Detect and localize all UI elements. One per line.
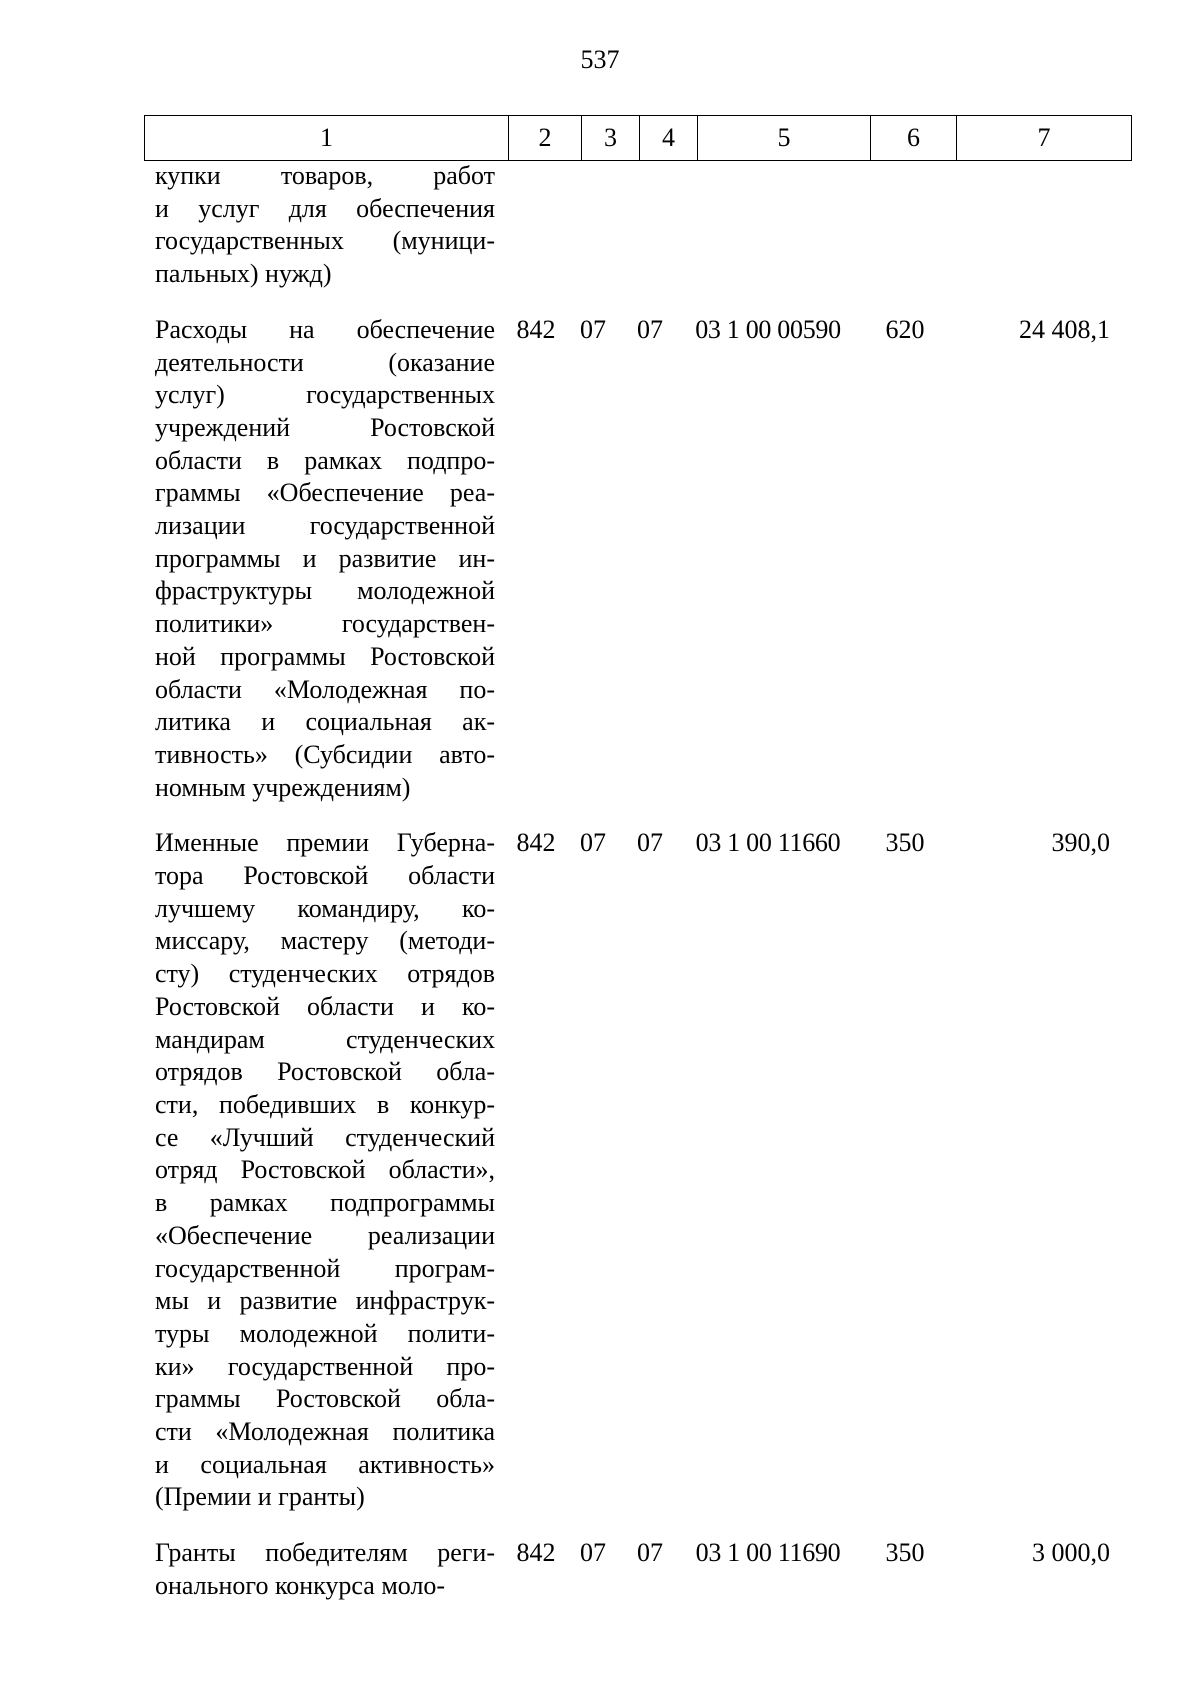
description-line: се «Лучший студенческий xyxy=(155,1122,495,1152)
description-line: граммы «Обеспечение реа- xyxy=(155,478,495,508)
row-cell-c5: 03 1 00 11690 xyxy=(695,1538,841,1568)
description-line: мандирам студенческих xyxy=(155,1024,495,1054)
table-body xyxy=(144,160,1120,1603)
header-col-1: 1 xyxy=(145,116,509,161)
description-line: отряд Ростовской области», xyxy=(155,1155,495,1185)
description-line: государственных (муници- xyxy=(155,226,495,256)
row-cell-c4: 07 xyxy=(637,1538,663,1568)
row-gap xyxy=(144,291,1120,314)
description-line: туры молодежной полити- xyxy=(155,1318,495,1348)
row-cell-c3: 07 xyxy=(580,828,606,858)
row-description xyxy=(144,314,495,805)
row-cell-c7: 3 000,0 xyxy=(1032,1538,1110,1568)
description-line: услуг) государственных xyxy=(155,380,495,410)
page-number: 537 xyxy=(580,45,620,74)
row-cell-c3: 07 xyxy=(580,314,606,344)
description-line: Ростовской области и ко- xyxy=(155,991,495,1021)
description-line: в рамках подпрограммы xyxy=(155,1188,495,1218)
description-line: учреждений Ростовской xyxy=(155,412,495,442)
row-cell-c6: 620 xyxy=(885,314,925,344)
header-col-3: 3 xyxy=(582,116,640,161)
row-cell-c2: 842 xyxy=(516,828,556,858)
row-description xyxy=(144,160,495,291)
row-description xyxy=(144,1537,495,1602)
description-line: (Премии и гранты) xyxy=(155,1482,365,1512)
description-line: отрядов Ростовской обла- xyxy=(155,1057,495,1087)
description-line: деятельности (оказание xyxy=(155,347,495,377)
description-line: граммы Ростовской обла- xyxy=(155,1384,495,1414)
description-line: мы и развитие инфраструк- xyxy=(155,1286,495,1316)
row-cell-c6: 350 xyxy=(885,1538,925,1568)
row-cell-c7: 390,0 xyxy=(1051,828,1110,858)
description-line: тора Ростовской области xyxy=(155,861,495,891)
description-line: ки» государственной про- xyxy=(155,1351,495,1381)
description-line: Гранты победителям реги- xyxy=(155,1538,495,1568)
header-col-2: 2 xyxy=(509,116,582,161)
description-line: сту) студенческих отрядов xyxy=(155,959,495,989)
description-line: онального конкурса моло- xyxy=(155,1570,446,1600)
row-gap xyxy=(144,1514,1120,1537)
row-cell-c4: 07 xyxy=(637,828,663,858)
description-line: пальных) нужд) xyxy=(155,259,332,289)
row-cell-c5: 03 1 00 00590 xyxy=(695,314,841,344)
header-col-4: 4 xyxy=(640,116,698,161)
description-line: программы и развитие ин- xyxy=(155,543,495,573)
description-line: купки товаров, работ xyxy=(155,161,495,190)
row-gap xyxy=(144,804,1120,827)
description-line: тивность» (Субсидии авто- xyxy=(155,739,495,769)
header-col-5: 5 xyxy=(698,116,871,161)
description-line: лучшему командиру, ко- xyxy=(155,893,495,923)
row-cell-c4: 07 xyxy=(637,314,663,344)
row-cell-c3: 07 xyxy=(580,1538,606,1568)
row-cell-c2: 842 xyxy=(516,314,556,344)
description-line: и услуг для обеспечения xyxy=(155,193,495,223)
description-line: лизации государственной xyxy=(155,511,495,541)
description-line: и социальная активность» xyxy=(155,1449,495,1479)
table-row xyxy=(144,314,1120,805)
description-line: сти, победивших в конкур- xyxy=(155,1089,495,1119)
description-line: литика и социальная ак- xyxy=(155,707,495,737)
description-line: области «Молодежная по- xyxy=(155,674,495,704)
row-cell-c7: 24 408,1 xyxy=(1019,314,1110,344)
header-col-6: 6 xyxy=(871,116,957,161)
row-description xyxy=(144,827,495,1514)
description-line: ной программы Ростовской xyxy=(155,641,495,671)
description-line: Расходы на обеспечение xyxy=(155,314,495,344)
row-cell-c2: 842 xyxy=(516,1538,556,1568)
description-line: «Обеспечение реализации xyxy=(155,1220,495,1250)
row-cell-c5: 03 1 00 11660 xyxy=(695,828,841,858)
description-line: Именные премии Губерна- xyxy=(155,828,495,858)
table-row xyxy=(144,827,1120,1514)
table-header xyxy=(144,115,1132,161)
row-cell-c6: 350 xyxy=(885,828,925,858)
description-line: номным учреждениям) xyxy=(155,772,411,802)
description-line: сти «Молодежная политика xyxy=(155,1417,495,1447)
description-line: государственной програм- xyxy=(155,1253,495,1283)
description-line: миссару, мастеру (методи- xyxy=(155,926,495,956)
description-line: политики» государствен- xyxy=(155,609,495,639)
description-line: фраструктуры молодежной xyxy=(155,576,495,606)
description-line: области в рамках подпро- xyxy=(155,445,495,475)
table-row xyxy=(144,160,1120,291)
header-col-7: 7 xyxy=(957,116,1132,161)
table-row xyxy=(144,1537,1120,1602)
